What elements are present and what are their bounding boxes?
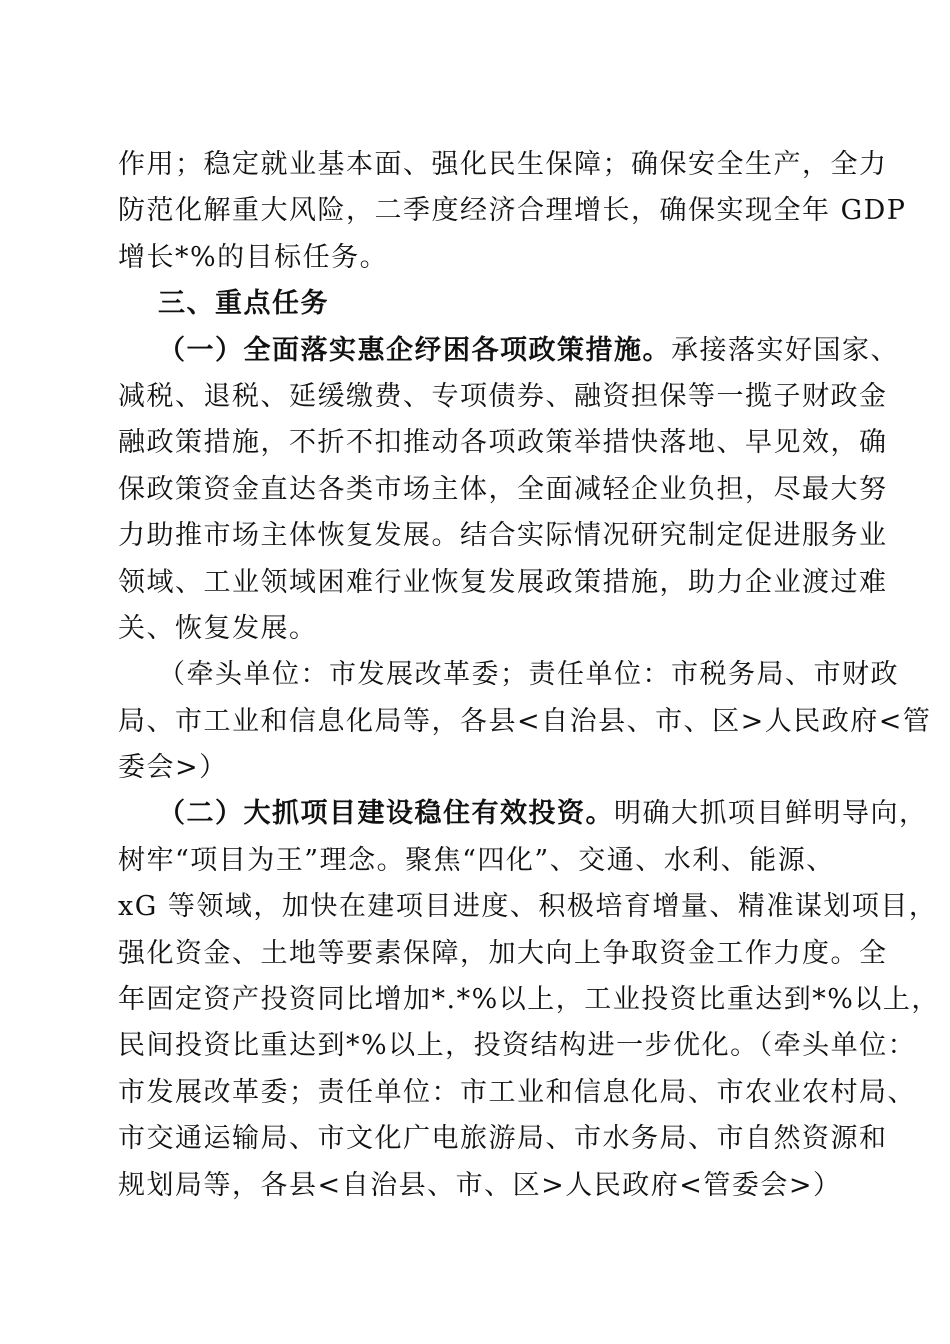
item1-responsibility-2: 局、市工业和信息化局等，各县<自治县、市、区>人民政府<管 [118,705,932,737]
item2-line-2: xG 等领域，加快在建项目进度、积极培育增量、精准谋划项目， [118,891,938,923]
item1-line-3: 保政策资金直达各类市场主体，全面减轻企业负担，尽最大努 [118,473,888,505]
item2-title-tail: 明确大抓项目鲜明导向， [614,798,928,830]
item2-first-line [118,791,928,837]
item1-responsibility-3: 委会>） [118,752,228,784]
item1-title: （一）全面落实惠企纾困各项政策措施。 [158,334,671,366]
item2-line-3: 强化资金、土地等要素保障，加大向上争取资金工作力度。全 [118,937,888,969]
item2-line-5: 民间投资比重达到*%以上，投资结构进一步优化。（牵头单位： [118,1030,917,1062]
intro-line-3: 增长*%的目标任务。 [118,241,389,273]
intro-line-1: 作用；稳定就业基本面、强化民生保障；确保安全生产，全力 [118,149,888,180]
item1-title-tail: 承接落实好国家、 [671,334,899,366]
item2-line-6: 市发展改革委；责任单位：市工业和信息化局、市农业农村局、 [118,1076,916,1108]
item1-responsibility-1: （牵头单位：市发展改革委；责任单位：市税务局、市财政 [158,659,899,691]
item2-line-4: 年固定资产投资同比增加*.*%以上，工业投资比重达到*%以上， [118,984,940,1016]
item1-line-1: 减税、退税、延缓缴费、专项债券、融资担保等一揽子财政金 [118,380,888,412]
item2-line-7: 市交通运输局、市文化广电旅游局、市水务局、市自然资源和 [118,1123,888,1155]
item2-line-1: 树牢“项目为王”理念。聚焦“四化”、交通、水利、能源、 [118,844,835,876]
item1-line-5: 领域、工业领域困难行业恢复发展政策措施，助力企业渡过难 [118,566,888,598]
item1-line-6: 关、恢复发展。 [118,612,318,644]
item1-first-line [118,328,899,374]
item2-title: （二）大抓项目建设稳住有效投资。 [158,798,614,830]
item2-line-8: 规划局等，各县<自治县、市、区>人民政府<管委会>） [118,1169,842,1201]
item1-line-4: 力助推市场主体恢复发展。结合实际情况研究制定促进服务业 [118,520,888,552]
intro-line-2: 防范化解重大风险，二季度经济合理增长，确保实现全年 GDP [118,195,907,227]
item1-line-2: 融政策措施，不折不扣推动各项政策举措快落地、早见效，确 [118,427,888,459]
document-page [118,142,940,1209]
section-heading: 三、重点任务 [158,288,329,320]
